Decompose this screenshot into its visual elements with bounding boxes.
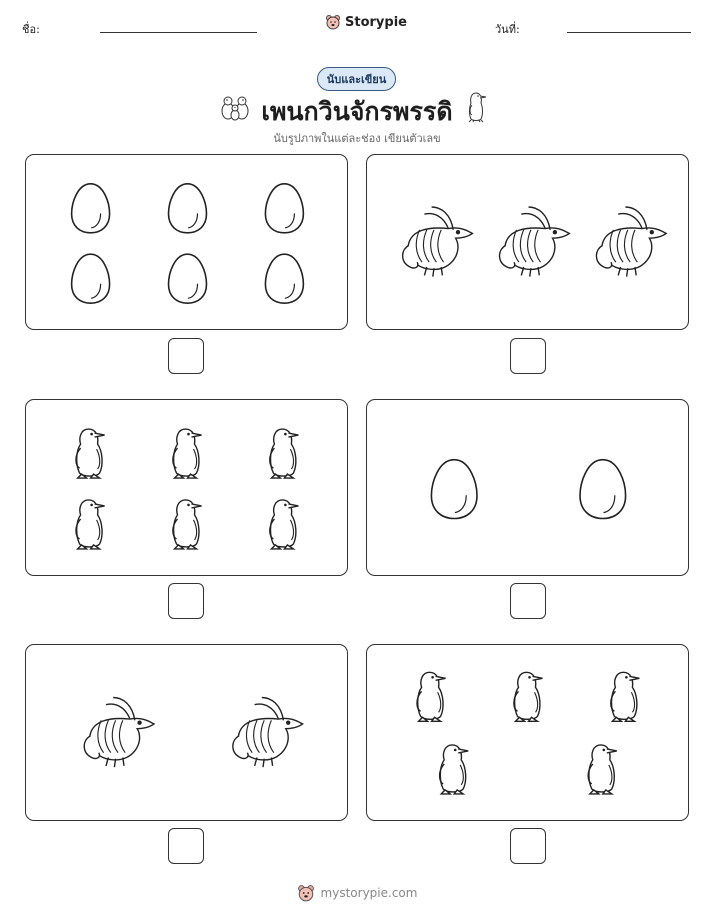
shrimp-picture <box>233 698 303 768</box>
brand-name: Storypie <box>345 14 407 30</box>
egg-picture <box>580 460 626 519</box>
egg-picture <box>72 254 110 303</box>
egg-picture <box>265 184 303 233</box>
name-line[interactable] <box>100 32 257 33</box>
panel-5-picture <box>26 645 349 822</box>
answer-box-6[interactable] <box>510 828 546 864</box>
panel-2-picture <box>367 155 690 331</box>
shrimp-picture <box>500 207 570 277</box>
shrimp-picture <box>403 207 473 277</box>
panel-6-picture <box>367 645 690 822</box>
worksheet-title: เพนกวินจักรพรรดิ <box>261 97 453 126</box>
count-panel-5 <box>25 644 348 821</box>
penguin-picture <box>173 429 202 478</box>
worksheet-instructions: นับรูปภาพในแต่ละช่อง เขียนตัวเลข <box>273 132 441 145</box>
penguin-picture <box>514 672 543 721</box>
penguin-picture <box>588 745 617 794</box>
panel-4-picture <box>367 400 690 577</box>
answer-box-5[interactable] <box>168 828 204 864</box>
panel-3-picture <box>26 400 349 577</box>
shrimp-picture <box>596 207 666 277</box>
footer-site: mystorypie.com <box>320 886 418 900</box>
count-panel-2 <box>366 154 689 330</box>
egg-picture <box>169 254 207 303</box>
answer-box-4[interactable] <box>510 583 546 619</box>
egg-picture <box>431 460 477 519</box>
date-line[interactable] <box>567 32 691 33</box>
penguin-picture <box>270 500 299 549</box>
penguin-picture <box>270 429 299 478</box>
name-label: ชื่อ: <box>22 23 40 36</box>
penguin-icon <box>466 91 490 123</box>
count-panel-4 <box>366 399 689 576</box>
penguin-picture <box>417 672 446 721</box>
count-panel-6 <box>366 644 689 821</box>
bear-face-icon <box>325 14 341 30</box>
bear-face-icon <box>297 884 315 902</box>
penguin-picture <box>173 500 202 549</box>
answer-box-2[interactable] <box>510 338 546 374</box>
date-label: วันที่: <box>495 23 520 36</box>
penguin-picture <box>76 429 105 478</box>
penguin-picture <box>611 672 640 721</box>
activity-badge: นับและเขียน <box>317 67 396 91</box>
penguin-picture <box>76 500 105 549</box>
egg-picture <box>72 184 110 233</box>
penguin-picture <box>440 745 469 794</box>
shrimp-picture <box>84 698 154 768</box>
egg-picture <box>169 184 207 233</box>
count-panel-1 <box>25 154 348 330</box>
panel-1-picture <box>26 155 349 331</box>
answer-box-3[interactable] <box>168 583 204 619</box>
egg-picture <box>265 254 303 303</box>
footer <box>0 884 714 902</box>
brand-logo <box>325 14 407 30</box>
count-panel-3 <box>25 399 348 576</box>
answer-box-1[interactable] <box>168 338 204 374</box>
